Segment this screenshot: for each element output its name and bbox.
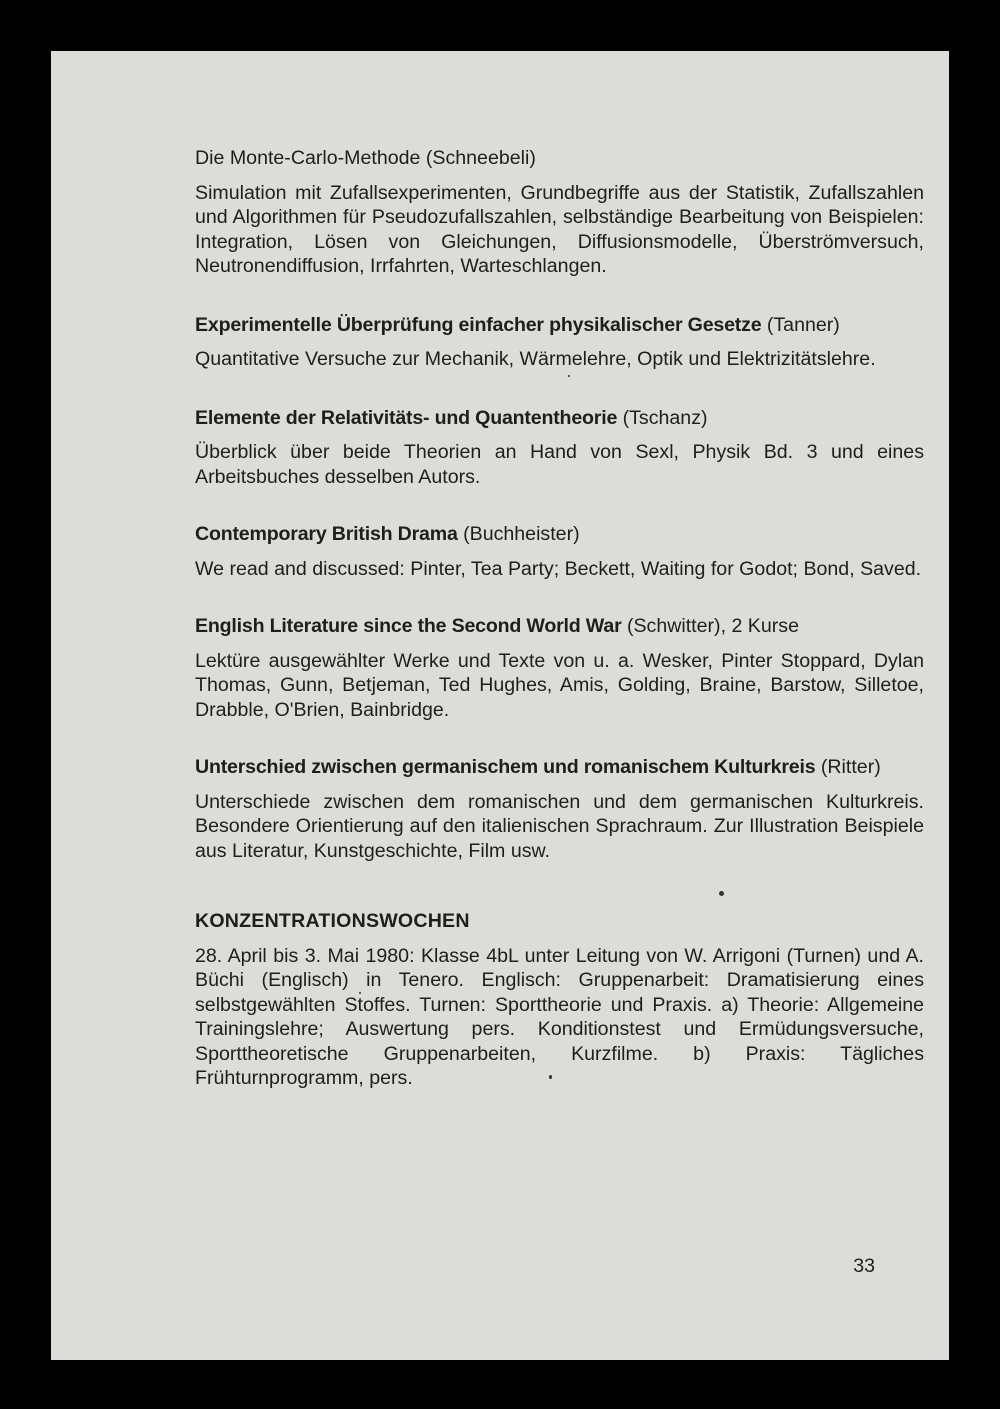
course-heading (195, 522, 924, 547)
page-number: 33 (853, 1255, 875, 1277)
print-speck (568, 375, 570, 377)
course-heading (195, 146, 924, 171)
course-description: Überblick über beide Theorien an Hand von Sexl, Physik Bd. 3 und eines Arbeitsbuches desselben Autors. (195, 441, 924, 488)
course-description: We read and discussed: Pinter, Tea Party; Beckett, Waiting for Godot; Bond, Saved. (195, 557, 922, 580)
course-teacher: (Buchheister) (457, 523, 580, 545)
course-heading (195, 406, 924, 431)
course-english-literature (195, 614, 924, 722)
course-physik-experimente (195, 313, 924, 372)
course-description: Simulation mit Zufallsexperimenten, Grundbegriffe aus der Statistik, Zufallszahlen und Algorithmen für Pseudozufallszahlen, selbständige Bearbeitung von Beispielen: Integration, Lösen von Gleichungen, Diffusionsmodelle, Überströmversuch, Neutronendiffusion, Irrfahrten, Warteschlangen. (195, 181, 924, 277)
course-title: English Literature since the Second World War (195, 615, 622, 637)
course-teacher: (Schwitter), 2 Kurse (621, 615, 799, 637)
course-british-drama (195, 522, 924, 581)
course-description: Unterschiede zwischen dem romanischen und dem germanischen Kulturkreis. Besondere Orientierung auf den italienischen Sprachraum. Zur Illustration Beispiele aus Literatur, Kunstgeschichte, Film usw. (195, 790, 924, 862)
print-speck (359, 992, 361, 994)
course-description: Quantitative Versuche zur Mechanik, Wärmelehre, Optik und Elektrizitätslehre. (195, 348, 876, 370)
page-content (195, 146, 924, 1091)
course-teacher: (Ritter) (815, 756, 881, 778)
document-page (51, 51, 949, 1360)
course-relativitaet (195, 406, 924, 490)
course-teacher: (Tschanz) (617, 406, 708, 429)
course-title: Elemente der Relativitäts- und Quantentheorie (195, 406, 618, 429)
section-heading: KONZENTRATIONSWOCHEN (195, 910, 470, 932)
course-heading (195, 755, 924, 780)
print-speck (719, 891, 724, 896)
course-teacher: Die Monte-Carlo-Methode (Schneebeli) (195, 147, 536, 169)
print-speck (549, 1075, 552, 1079)
course-teacher: (Tanner) (761, 313, 840, 336)
course-title: Contemporary British Drama (195, 523, 458, 545)
section-body: 28. April bis 3. Mai 1980: Klasse 4bL unter Leitung von W. Arrigoni (Turnen) und A. Büchi (Englisch) in Tenero. Englisch: Gruppenarbeit: Dramatisierung eines selbstgewählten Stoffes. Turnen: Sporttheorie und Praxis. a) Theorie: Allgemeine Trainingslehre; Auswertung pers. Konditionstest und Ermüdungsversuche, Sporttheoretische Gruppenarbeiten, Kurzfilme. b) Praxis: Tägliches Frühturnprogramm, pers. (195, 944, 924, 1089)
course-monte-carlo (195, 146, 924, 279)
course-heading (195, 614, 924, 639)
course-heading (195, 313, 924, 338)
konzentrationswochen-section (195, 909, 924, 1091)
course-description: Lektüre ausgewählter Werke und Texte von u. a. Wesker, Pinter Stoppard, Dylan Thomas, Gunn, Betjeman, Ted Hughes, Amis, Golding, Braine, Barstow, Silletoe, Drabble, O'Brien, Bainbridge. (195, 649, 924, 721)
course-title: Unterschied zwischen germanischem und romanischem Kulturkreis (195, 756, 816, 778)
course-kulturkreis (195, 755, 924, 863)
course-title: Experimentelle Überprüfung einfacher physikalischer Gesetze (195, 313, 762, 336)
